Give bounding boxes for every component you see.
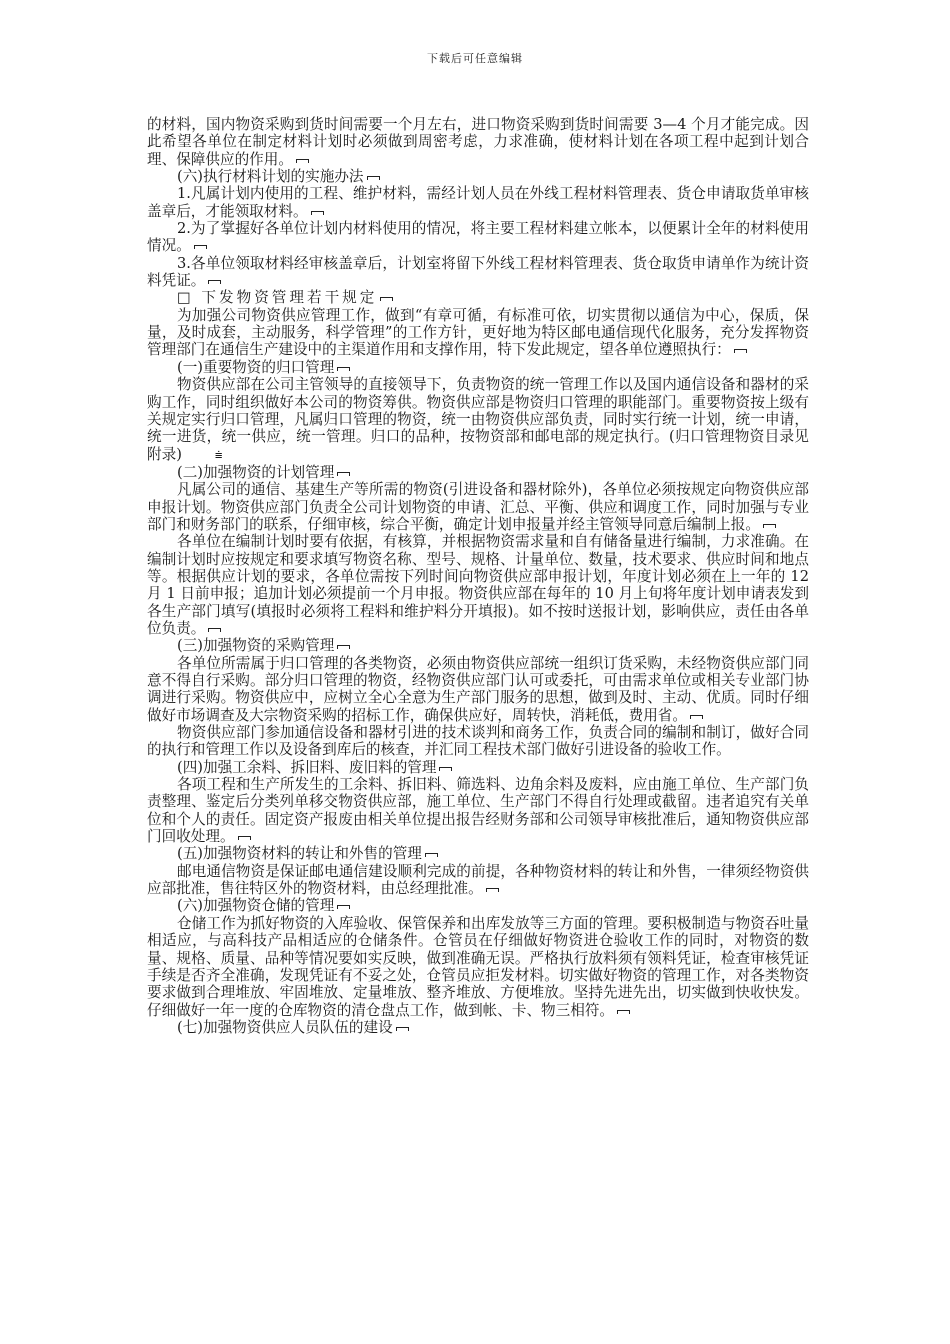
paragraph: 各单位所需属于归口管理的各类物资，必须由物资供应部统一组织订货采购，未经物资供应部门同意不得自行采购。部分归口管理的物资，经物资供应部门认可或委托，可由需求单位或相关专业部门协调进行采购。物资供应中，应树立全心全意为生产部门服务的思想，做到及时、主动、优质。同时仔细做好市场调查及大宗物资采购的招标工作，确保供应好，周转快，消耗低，费用省。	[147, 654, 809, 724]
paragraph-mark-icon	[734, 349, 747, 353]
paragraph: 为加强公司物资供应管理工作，做到“有章可循，有标准可依，切实贯彻以通信为中心，保质，保量，及时成套，主动服务，科学管理”的工作方针，更好地为特区邮电通信现代化服务，充分发挥物资管理部门在通信生产建设中的主渠道作用和支撑作用，特下发此规定，望各单位遵照执行：	[147, 306, 809, 359]
paragraph: 1.凡属计划内使用的工程、维护材料，需经计划人员在外线工程材料管理表、货仓申请取货单审核盖章后，才能领取材料。	[147, 185, 809, 220]
paragraph-mark-icon	[486, 888, 499, 892]
paragraph: 3.各单位领取材料经审核盖章后，计划室将留下外线工程材料管理表、货仓取货申请单作为统计资料凭证。	[147, 254, 809, 290]
section-heading: (五)加强物资材料的转让和外售的管理	[147, 845, 809, 862]
paragraph-mark-icon	[396, 1027, 409, 1031]
paragraph-mark-icon	[763, 524, 776, 528]
paragraph-mark-icon	[337, 645, 350, 649]
paragraph-mark-icon	[311, 211, 324, 215]
paragraph-mark-icon	[296, 159, 309, 163]
paragraph: 的材料，国内物资采购到货时间需要一个月左右，进口物资采购到货时间需要 3—4 个月才能完成。因此希望各单位在制定材料计划时必须做到周密考虑，力求准确，使材料计划在各项工程中起到计划合理、保障供应的作用。	[147, 116, 809, 168]
section-heading: (六)执行材料计划的实施办法	[147, 168, 809, 185]
paragraph-mark-icon	[194, 245, 207, 249]
paragraph-mark-icon	[690, 715, 703, 719]
paragraph-mark-icon	[337, 905, 350, 909]
section-heading: (六)加强物资仓储的管理	[147, 897, 809, 914]
paragraph-mark-icon	[208, 628, 221, 632]
paragraph-mark-icon: ⩧	[214, 447, 223, 463]
document-title: □ 下发物资管理若干规定	[147, 289, 809, 306]
section-heading: (七)加强物资供应人员队伍的建设	[147, 1019, 809, 1036]
paragraph-mark-icon	[337, 472, 350, 476]
section-heading: (四)加强工余料、拆旧料、废旧料的管理	[147, 759, 809, 776]
paragraph: 物资供应部在公司主管领导的直接领导下，负责物资的统一管理工作以及国内通信设备和器材的采购工作，同时组织做好本公司的物资筹供。物资供应部是物资归口管理的职能部门。重要物资按上级有关规定实行归口管理，凡属归口管理的物资，统一由物资供应部负责，同时实行统一计划，统一申请，统一进货，统一供应，统一管理。归口的品种，按物资部和邮电部的规定执行。(归口管理物资目录见附录) ⩧	[147, 376, 809, 463]
paragraph: 各单位在编制计划时要有依据，有核算，并根据物资需求量和自有储备量进行编制，力求准确。在编制计划时应按规定和要求填写物资名称、型号、规格、计量单位、数量，技术要求、供应时间和地点等。根据供应计划的要求，各单位需按下列时间向物资供应部申报计划，年度计划必须在上一年的 12 月 1 日前申报；追加计划必须提前一个月申报。物资供应部在每年的 10 月上旬将年度计划申请表发到各生产部门填写(填报时必须将工程料和维护料分开填报)。如不按时送报计划，影响供应，责任由各单位负责。	[147, 533, 809, 637]
paragraph: 仓储工作为抓好物资的入库验收、保管保养和出库发放等三方面的管理。要积极制造与物资吞吐量相适应，与高科技产品相适应的仓储条件。仓管员在仔细做好物资进仓验收工作的同时，对物资的数量、规格、质量、品种等情况要如实反映，做到准确无误。严格执行放料须有领料凭证，检查审核凭证手续是否齐全准确，发现凭证有不妥之处，仓管员应拒发材料。切实做好物资的管理工作，对各类物资要求做到合理堆放、牢固堆放、定量堆放、整齐堆放、方便堆放。坚持先进先出，切实做到快收快发。仔细做好一年一度的仓库物资的清仓盘点工作，做到帐、卡、物三相符。	[147, 914, 809, 1019]
paragraph-mark-icon	[380, 297, 393, 301]
paragraph-mark-icon	[337, 367, 350, 371]
document-body	[147, 116, 809, 1036]
section-heading: (二)加强物资的计划管理	[147, 464, 809, 481]
paragraph-mark-icon	[208, 280, 221, 284]
paragraph: 物资供应部门参加通信设备和器材引进的技术谈判和商务工作，负责合同的编制和制订，做好合同的执行和管理工作以及设备到库后的核查，并汇同工程技术部门做好引进设备的验收工作。	[147, 724, 809, 759]
paragraph-mark-icon	[367, 176, 380, 180]
paragraph: 凡属公司的通信、基建生产等所需的物资(引进设备和器材除外)，各单位必须按规定向物资供应部申报计划。物资供应部门负责全公司计划物资的申请、汇总、平衡、供应和调度工作，同时加强与专业部门和财务部门的联系，仔细审核，综合平衡，确定计划申报量并经主管领导同意后编制上报。	[147, 481, 809, 533]
paragraph: 邮电通信物资是保证邮电通信建设顺利完成的前提，各种物资材料的转让和外售，一律须经物资供应部批准，售往特区外的物资材料，由总经理批准。	[147, 862, 809, 898]
paragraph: 2.为了掌握好各单位计划内材料使用的情况，将主要工程材料建立帐本，以便累计全年的材料使用情况。	[147, 220, 809, 255]
paragraph-mark-icon	[238, 836, 251, 840]
section-heading: (三)加强物资的采购管理	[147, 637, 809, 654]
paragraph-mark-icon	[617, 1010, 630, 1014]
section-heading: (一)重要物资的归口管理	[147, 359, 809, 376]
paragraph-mark-icon	[439, 767, 452, 771]
paragraph-mark-icon	[425, 853, 438, 857]
page-header: 下载后可任意编辑	[427, 52, 523, 65]
paragraph: 各项工程和生产所发生的工余料、拆旧料、筛选料、边角余料及废料，应由施工单位、生产部门负责整理、鉴定后分类列单移交物资供应部，施工单位、生产部门不得自行处理或截留。违者追究有关单位和个人的责任。固定资产报废由相关单位提出报告经财务部和公司领导审核批准后，通知物资供应部门回收处理。	[147, 776, 809, 846]
